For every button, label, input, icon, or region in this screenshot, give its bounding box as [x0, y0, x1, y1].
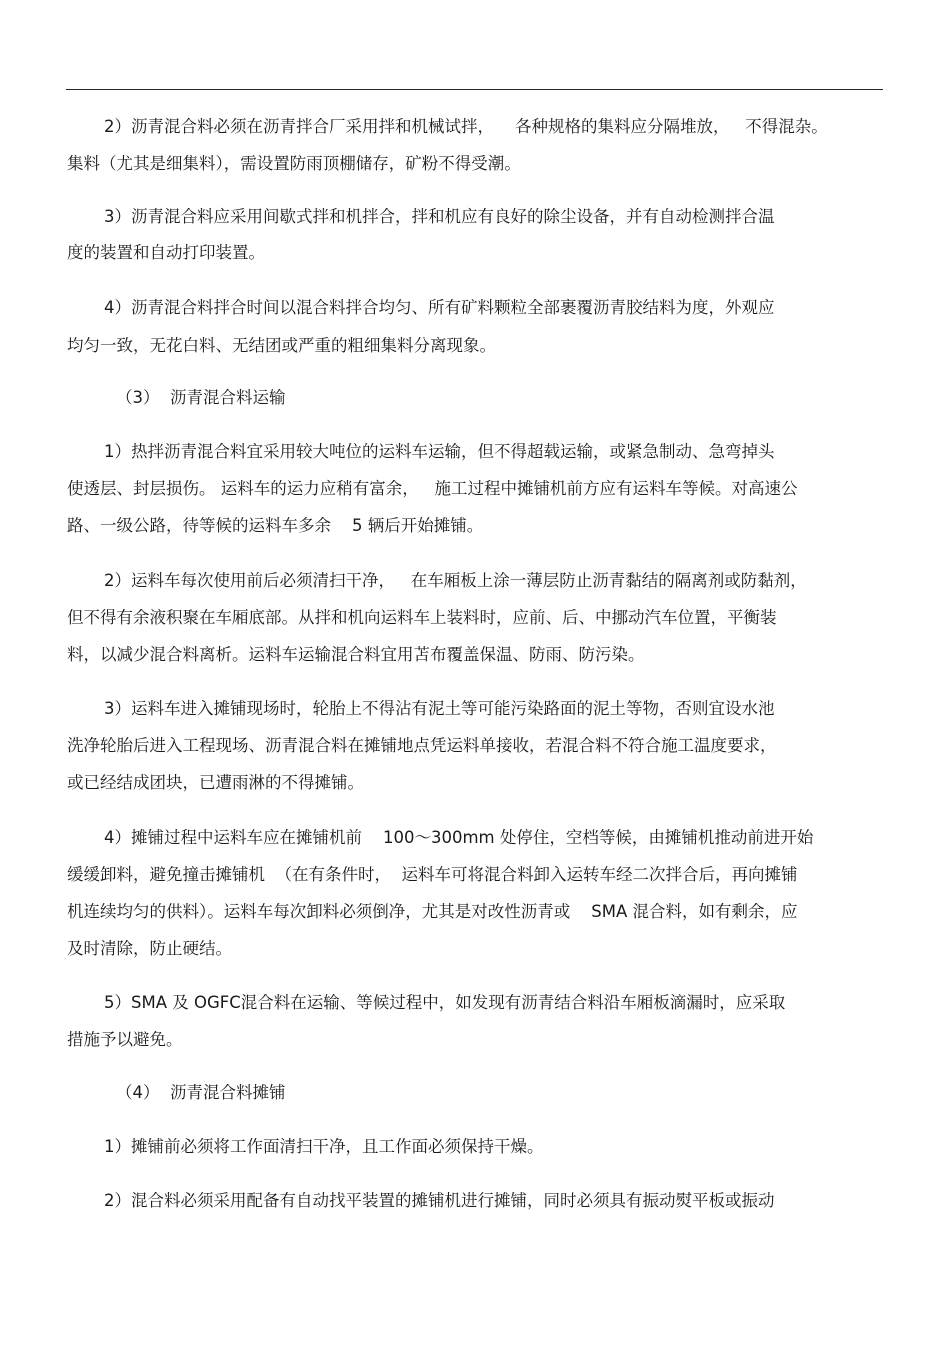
paragraph-line: 2）运料车每次使用前后必须清扫干净， 在车厢板上涂一薄层防止沥青黏结的隔离剂或防黏剂， — [104, 571, 807, 590]
paragraph-line: 及时清除，防止硬结。 — [67, 939, 232, 958]
paragraph-line: 缓缓卸料，避免撞击摊铺机 （在有条件时， 运料车可将混合料卸入运转车经二次拌合后，再向摊铺 — [67, 865, 798, 884]
paragraph-line: 1）热拌沥青混合料宜采用较大吨位的运料车运输，但不得超载运输，或紧急制动、急弯掉头 — [104, 442, 775, 461]
paragraph-line: 2）混合料必须采用配备有自动找平装置的摊铺机进行摊铺，同时必须具有振动熨平板或振动 — [104, 1191, 775, 1210]
header-rule — [66, 89, 883, 90]
paragraph-line: 集料（尤其是细集料），需设置防雨顶棚储存，矿粉不得受潮。 — [67, 154, 521, 173]
paragraph-line: 料，以减少混合料离析。运料车运输混合料宜用苫布覆盖保温、防雨、防污染。 — [67, 645, 645, 664]
paragraph-line: 使透层、封层损伤。 运料车的运力应稍有富余， 施工过程中摊铺机前方应有运料车等候。对高速公 — [67, 479, 798, 498]
paragraph-line: 路、一级公路，待等候的运料车多余 5 辆后开始摊铺。 — [67, 516, 484, 535]
paragraph-line: 均匀一致，无花白料、无结团或严重的粗细集料分离现象。 — [67, 336, 496, 355]
paragraph-line: 机连续均匀的供料）。运料车每次卸料必须倒净，尤其是对改性沥青或 SMA 混合料，如有剩余，应 — [67, 902, 798, 921]
paragraph-line: 措施予以避免。 — [67, 1030, 183, 1049]
section-heading: （4） 沥青混合料摊铺 — [116, 1083, 286, 1102]
paragraph-line: 或已经结成团块，已遭雨淋的不得摊铺。 — [67, 773, 364, 792]
paragraph-line: 度的装置和自动打印装置。 — [67, 243, 265, 262]
paragraph-line: 4）摊铺过程中运料车应在摊铺机前 100～300mm 处停住，空档等候，由摊铺机推动前进开始 — [104, 828, 814, 847]
paragraph-line: 但不得有余液积聚在车厢底部。从拌和机向运料车上装料时，应前、后、中挪动汽车位置，平衡装 — [67, 608, 777, 627]
section-heading: （3） 沥青混合料运输 — [116, 388, 286, 407]
paragraph-line: 1）摊铺前必须将工作面清扫干净，且工作面必须保持干燥。 — [104, 1137, 544, 1156]
paragraph-line: 3）沥青混合料应采用间歇式拌和机拌合，拌和机应有良好的除尘设备，并有自动检测拌合温 — [104, 207, 775, 226]
paragraph-line: 2）沥青混合料必须在沥青拌合厂采用拌和机械试拌， 各种规格的集料应分隔堆放， 不得混杂。 — [104, 117, 828, 136]
paragraph-line: 5）SMA 及 OGFC混合料在运输、等候过程中，如发现有沥青结合料沿车厢板滴漏时，应采取 — [104, 993, 786, 1012]
paragraph-line: 4）沥青混合料拌合时间以混合料拌合均匀、所有矿料颗粒全部裹覆沥青胶结料为度，外观应 — [104, 298, 775, 317]
paragraph-line: 3）运料车进入摊铺现场时，轮胎上不得沾有泥土等可能污染路面的泥土等物，否则宜设水池 — [104, 699, 775, 718]
paragraph-line: 洗净轮胎后进入工程现场、沥青混合料在摊铺地点凭运料单接收，若混合料不符合施工温度要求， — [67, 736, 777, 755]
